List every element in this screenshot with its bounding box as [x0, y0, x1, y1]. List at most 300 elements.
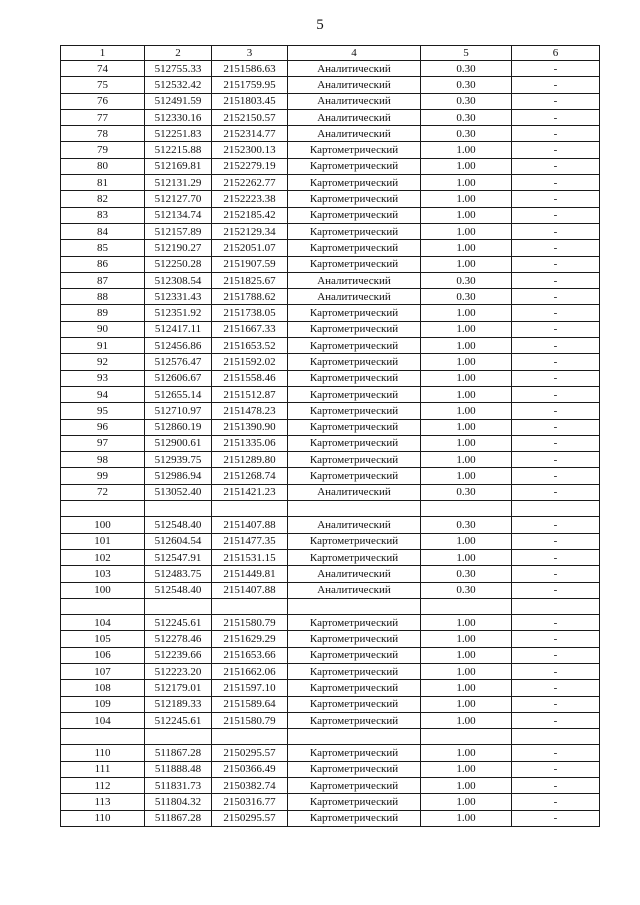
table-row: [61, 452, 600, 468]
accuracy-cell: 0.30: [421, 93, 512, 109]
table-row: [61, 175, 600, 191]
point-number-cell: 110: [61, 745, 145, 761]
x-coordinate-cell: 512134.74: [145, 207, 212, 223]
y-coordinate-cell: 2151667.33: [212, 321, 288, 337]
point-number-cell: 108: [61, 680, 145, 696]
accuracy-cell: 1.00: [421, 680, 512, 696]
accuracy-cell: 1.00: [421, 745, 512, 761]
point-number-cell: 113: [61, 794, 145, 810]
y-coordinate-cell: 2151629.29: [212, 631, 288, 647]
method-cell: [288, 598, 421, 614]
method-cell: Аналитический: [288, 93, 421, 109]
note-cell: -: [512, 566, 600, 582]
note-cell: -: [512, 158, 600, 174]
x-coordinate-cell: [145, 598, 212, 614]
point-number-cell: 98: [61, 452, 145, 468]
point-number-cell: 97: [61, 435, 145, 451]
table-header-row: [61, 46, 600, 61]
accuracy-cell: 1.00: [421, 631, 512, 647]
accuracy-cell: 1.00: [421, 712, 512, 728]
point-number-cell: 103: [61, 566, 145, 582]
point-number-cell: 106: [61, 647, 145, 663]
column-header: 1: [61, 46, 145, 61]
method-cell: Картометрический: [288, 533, 421, 549]
point-number-cell: 100: [61, 582, 145, 598]
note-cell: -: [512, 77, 600, 93]
note-cell: -: [512, 240, 600, 256]
accuracy-cell: 1.00: [421, 647, 512, 663]
table-row: [61, 419, 600, 435]
y-coordinate-cell: 2152150.57: [212, 109, 288, 125]
accuracy-cell: 1.00: [421, 305, 512, 321]
table-row: [61, 207, 600, 223]
x-coordinate-cell: 513052.40: [145, 484, 212, 500]
table-row: [61, 93, 600, 109]
note-cell: -: [512, 615, 600, 631]
note-cell: -: [512, 484, 600, 500]
point-number-cell: 86: [61, 256, 145, 272]
note-cell: -: [512, 712, 600, 728]
table-row: [61, 126, 600, 142]
point-number-cell: 109: [61, 696, 145, 712]
accuracy-cell: 1.00: [421, 321, 512, 337]
method-cell: Картометрический: [288, 338, 421, 354]
accuracy-cell: 0.30: [421, 109, 512, 125]
y-coordinate-cell: 2151478.23: [212, 403, 288, 419]
table-row: [61, 354, 600, 370]
y-coordinate-cell: 2152129.34: [212, 223, 288, 239]
y-coordinate-cell: 2151589.64: [212, 696, 288, 712]
y-coordinate-cell: 2150382.74: [212, 778, 288, 794]
method-cell: Аналитический: [288, 484, 421, 500]
y-coordinate-cell: 2151586.63: [212, 61, 288, 77]
method-cell: Картометрический: [288, 663, 421, 679]
note-cell: -: [512, 321, 600, 337]
accuracy-cell: 0.30: [421, 77, 512, 93]
method-cell: Аналитический: [288, 517, 421, 533]
note-cell: [512, 501, 600, 517]
accuracy-cell: 1.00: [421, 468, 512, 484]
note-cell: -: [512, 680, 600, 696]
point-number-cell: 87: [61, 272, 145, 288]
method-cell: Картометрический: [288, 810, 421, 826]
method-cell: Аналитический: [288, 566, 421, 582]
note-cell: -: [512, 370, 600, 386]
y-coordinate-cell: 2152279.19: [212, 158, 288, 174]
method-cell: Картометрический: [288, 256, 421, 272]
y-coordinate-cell: 2151558.46: [212, 370, 288, 386]
table-row: [61, 517, 600, 533]
y-coordinate-cell: 2151512.87: [212, 386, 288, 402]
accuracy-cell: 1.00: [421, 533, 512, 549]
x-coordinate-cell: 512278.46: [145, 631, 212, 647]
note-cell: -: [512, 403, 600, 419]
table-row: [61, 370, 600, 386]
x-coordinate-cell: 512456.86: [145, 338, 212, 354]
x-coordinate-cell: 511804.32: [145, 794, 212, 810]
point-number-cell: 88: [61, 289, 145, 305]
y-coordinate-cell: 2151449.81: [212, 566, 288, 582]
accuracy-cell: 1.00: [421, 435, 512, 451]
note-cell: -: [512, 338, 600, 354]
point-number-cell: 84: [61, 223, 145, 239]
note-cell: -: [512, 175, 600, 191]
method-cell: Картометрический: [288, 158, 421, 174]
x-coordinate-cell: [145, 501, 212, 517]
y-coordinate-cell: 2151597.10: [212, 680, 288, 696]
y-coordinate-cell: 2151390.90: [212, 419, 288, 435]
accuracy-cell: 1.00: [421, 354, 512, 370]
point-number-cell: 83: [61, 207, 145, 223]
accuracy-cell: 0.30: [421, 566, 512, 582]
y-coordinate-cell: 2151268.74: [212, 468, 288, 484]
x-coordinate-cell: 512939.75: [145, 452, 212, 468]
x-coordinate-cell: 512755.33: [145, 61, 212, 77]
table-row: [61, 240, 600, 256]
point-number-cell: 101: [61, 533, 145, 549]
y-coordinate-cell: 2150295.57: [212, 745, 288, 761]
y-coordinate-cell: 2151289.80: [212, 452, 288, 468]
point-number-cell: 90: [61, 321, 145, 337]
table-row: [61, 729, 600, 745]
point-number-cell: [61, 729, 145, 745]
point-number-cell: [61, 501, 145, 517]
method-cell: [288, 729, 421, 745]
accuracy-cell: 1.00: [421, 175, 512, 191]
method-cell: Картометрический: [288, 191, 421, 207]
method-cell: Картометрический: [288, 354, 421, 370]
table-row: [61, 810, 600, 826]
method-cell: Картометрический: [288, 370, 421, 386]
y-coordinate-cell: 2151653.52: [212, 338, 288, 354]
accuracy-cell: 1.00: [421, 663, 512, 679]
note-cell: -: [512, 794, 600, 810]
method-cell: Картометрический: [288, 745, 421, 761]
x-coordinate-cell: 512215.88: [145, 142, 212, 158]
accuracy-cell: 1.00: [421, 370, 512, 386]
note-cell: -: [512, 582, 600, 598]
accuracy-cell: 1.00: [421, 338, 512, 354]
method-cell: Картометрический: [288, 419, 421, 435]
note-cell: -: [512, 419, 600, 435]
method-cell: Аналитический: [288, 289, 421, 305]
table-row: [61, 647, 600, 663]
point-number-cell: 77: [61, 109, 145, 125]
accuracy-cell: [421, 598, 512, 614]
note-cell: -: [512, 256, 600, 272]
point-number-cell: 78: [61, 126, 145, 142]
x-coordinate-cell: 512250.28: [145, 256, 212, 272]
accuracy-cell: 1.00: [421, 549, 512, 565]
point-number-cell: 112: [61, 778, 145, 794]
point-number-cell: 100: [61, 517, 145, 533]
table-row: [61, 256, 600, 272]
table-row: [61, 566, 600, 582]
x-coordinate-cell: 512127.70: [145, 191, 212, 207]
note-cell: -: [512, 61, 600, 77]
note-cell: -: [512, 435, 600, 451]
method-cell: Картометрический: [288, 142, 421, 158]
point-number-cell: 91: [61, 338, 145, 354]
table-row: [61, 435, 600, 451]
table-row: [61, 191, 600, 207]
note-cell: -: [512, 810, 600, 826]
y-coordinate-cell: 2151803.45: [212, 93, 288, 109]
table-row: [61, 745, 600, 761]
y-coordinate-cell: [212, 729, 288, 745]
note-cell: -: [512, 354, 600, 370]
accuracy-cell: [421, 501, 512, 517]
method-cell: Аналитический: [288, 126, 421, 142]
x-coordinate-cell: 512655.14: [145, 386, 212, 402]
method-cell: Картометрический: [288, 680, 421, 696]
accuracy-cell: 1.00: [421, 761, 512, 777]
note-cell: [512, 729, 600, 745]
x-coordinate-cell: 512483.75: [145, 566, 212, 582]
y-coordinate-cell: 2151653.66: [212, 647, 288, 663]
y-coordinate-cell: 2152185.42: [212, 207, 288, 223]
x-coordinate-cell: 512606.67: [145, 370, 212, 386]
note-cell: -: [512, 191, 600, 207]
point-number-cell: 76: [61, 93, 145, 109]
table-row: [61, 582, 600, 598]
method-cell: Картометрический: [288, 223, 421, 239]
coordinates-table-body: [61, 46, 600, 827]
point-number-cell: 104: [61, 712, 145, 728]
note-cell: -: [512, 468, 600, 484]
y-coordinate-cell: 2151407.88: [212, 582, 288, 598]
point-number-cell: 96: [61, 419, 145, 435]
accuracy-cell: 1.00: [421, 256, 512, 272]
table-row: [61, 403, 600, 419]
point-number-cell: [61, 598, 145, 614]
point-number-cell: 85: [61, 240, 145, 256]
column-header: 5: [421, 46, 512, 61]
method-cell: Аналитический: [288, 77, 421, 93]
accuracy-cell: 1.00: [421, 696, 512, 712]
table-row: [61, 289, 600, 305]
x-coordinate-cell: 512900.61: [145, 435, 212, 451]
method-cell: Картометрический: [288, 435, 421, 451]
point-number-cell: 92: [61, 354, 145, 370]
y-coordinate-cell: 2151738.05: [212, 305, 288, 321]
point-number-cell: 79: [61, 142, 145, 158]
y-coordinate-cell: 2151407.88: [212, 517, 288, 533]
note-cell: -: [512, 207, 600, 223]
accuracy-cell: [421, 729, 512, 745]
table-row: [61, 761, 600, 777]
x-coordinate-cell: 512190.27: [145, 240, 212, 256]
accuracy-cell: 1.00: [421, 240, 512, 256]
method-cell: Картометрический: [288, 386, 421, 402]
y-coordinate-cell: 2151421.23: [212, 484, 288, 500]
x-coordinate-cell: 512223.20: [145, 663, 212, 679]
y-coordinate-cell: [212, 598, 288, 614]
point-number-cell: 81: [61, 175, 145, 191]
accuracy-cell: 1.00: [421, 386, 512, 402]
point-number-cell: 93: [61, 370, 145, 386]
table-row: [61, 663, 600, 679]
x-coordinate-cell: 512179.01: [145, 680, 212, 696]
table-row: [61, 386, 600, 402]
point-number-cell: 107: [61, 663, 145, 679]
table-row: [61, 598, 600, 614]
y-coordinate-cell: 2151907.59: [212, 256, 288, 272]
note-cell: -: [512, 549, 600, 565]
point-number-cell: 94: [61, 386, 145, 402]
point-number-cell: 95: [61, 403, 145, 419]
table-row: [61, 501, 600, 517]
method-cell: Картометрический: [288, 207, 421, 223]
x-coordinate-cell: 512189.33: [145, 696, 212, 712]
note-cell: -: [512, 533, 600, 549]
note-cell: -: [512, 386, 600, 402]
table-row: [61, 680, 600, 696]
note-cell: [512, 598, 600, 614]
accuracy-cell: 1.00: [421, 419, 512, 435]
note-cell: -: [512, 126, 600, 142]
method-cell: Картометрический: [288, 778, 421, 794]
point-number-cell: 74: [61, 61, 145, 77]
x-coordinate-cell: [145, 729, 212, 745]
table-row: [61, 321, 600, 337]
method-cell: Картометрический: [288, 305, 421, 321]
method-cell: Аналитический: [288, 272, 421, 288]
table-row: [61, 778, 600, 794]
method-cell: Картометрический: [288, 631, 421, 647]
method-cell: Картометрический: [288, 549, 421, 565]
accuracy-cell: 0.30: [421, 484, 512, 500]
y-coordinate-cell: 2152223.38: [212, 191, 288, 207]
x-coordinate-cell: 511867.28: [145, 810, 212, 826]
table-row: [61, 615, 600, 631]
table-row: [61, 223, 600, 239]
point-number-cell: 99: [61, 468, 145, 484]
column-header: 2: [145, 46, 212, 61]
y-coordinate-cell: 2150295.57: [212, 810, 288, 826]
x-coordinate-cell: 512986.94: [145, 468, 212, 484]
coordinates-table: [60, 45, 600, 827]
y-coordinate-cell: 2151662.06: [212, 663, 288, 679]
accuracy-cell: 1.00: [421, 403, 512, 419]
point-number-cell: 102: [61, 549, 145, 565]
x-coordinate-cell: 512308.54: [145, 272, 212, 288]
accuracy-cell: 0.30: [421, 582, 512, 598]
x-coordinate-cell: 512604.54: [145, 533, 212, 549]
accuracy-cell: 0.30: [421, 126, 512, 142]
method-cell: Картометрический: [288, 452, 421, 468]
x-coordinate-cell: 512169.81: [145, 158, 212, 174]
x-coordinate-cell: 512251.83: [145, 126, 212, 142]
table-row: [61, 631, 600, 647]
accuracy-cell: 0.30: [421, 61, 512, 77]
note-cell: -: [512, 517, 600, 533]
point-number-cell: 110: [61, 810, 145, 826]
table-row: [61, 142, 600, 158]
x-coordinate-cell: 512131.29: [145, 175, 212, 191]
x-coordinate-cell: 511867.28: [145, 745, 212, 761]
table-row: [61, 712, 600, 728]
table-row: [61, 468, 600, 484]
accuracy-cell: 1.00: [421, 778, 512, 794]
point-number-cell: 104: [61, 615, 145, 631]
accuracy-cell: 1.00: [421, 142, 512, 158]
x-coordinate-cell: 512710.97: [145, 403, 212, 419]
y-coordinate-cell: 2151335.06: [212, 435, 288, 451]
method-cell: Картометрический: [288, 647, 421, 663]
method-cell: Картометрический: [288, 468, 421, 484]
x-coordinate-cell: 512351.92: [145, 305, 212, 321]
table-row: [61, 158, 600, 174]
accuracy-cell: 1.00: [421, 615, 512, 631]
x-coordinate-cell: 512157.89: [145, 223, 212, 239]
method-cell: Картометрический: [288, 175, 421, 191]
accuracy-cell: 0.30: [421, 289, 512, 305]
method-cell: Картометрический: [288, 712, 421, 728]
accuracy-cell: 0.30: [421, 517, 512, 533]
accuracy-cell: 1.00: [421, 223, 512, 239]
x-coordinate-cell: 512330.16: [145, 109, 212, 125]
x-coordinate-cell: 512548.40: [145, 582, 212, 598]
table-row: [61, 305, 600, 321]
accuracy-cell: 1.00: [421, 452, 512, 468]
table-row: [61, 549, 600, 565]
x-coordinate-cell: 512245.61: [145, 712, 212, 728]
x-coordinate-cell: 512331.43: [145, 289, 212, 305]
y-coordinate-cell: 2152262.77: [212, 175, 288, 191]
x-coordinate-cell: 512860.19: [145, 419, 212, 435]
x-coordinate-cell: 512547.91: [145, 549, 212, 565]
x-coordinate-cell: 512491.59: [145, 93, 212, 109]
accuracy-cell: 0.30: [421, 272, 512, 288]
x-coordinate-cell: 511831.73: [145, 778, 212, 794]
note-cell: -: [512, 93, 600, 109]
y-coordinate-cell: 2151477.35: [212, 533, 288, 549]
column-header: 6: [512, 46, 600, 61]
y-coordinate-cell: 2152300.13: [212, 142, 288, 158]
method-cell: Аналитический: [288, 109, 421, 125]
method-cell: Аналитический: [288, 61, 421, 77]
y-coordinate-cell: 2150316.77: [212, 794, 288, 810]
method-cell: Картометрический: [288, 794, 421, 810]
point-number-cell: 82: [61, 191, 145, 207]
note-cell: -: [512, 289, 600, 305]
accuracy-cell: 1.00: [421, 207, 512, 223]
method-cell: Картометрический: [288, 615, 421, 631]
method-cell: Картометрический: [288, 403, 421, 419]
method-cell: Картометрический: [288, 321, 421, 337]
method-cell: Картометрический: [288, 696, 421, 712]
y-coordinate-cell: [212, 501, 288, 517]
table-row: [61, 109, 600, 125]
table-row: [61, 794, 600, 810]
accuracy-cell: 1.00: [421, 810, 512, 826]
note-cell: -: [512, 778, 600, 794]
y-coordinate-cell: 2151825.67: [212, 272, 288, 288]
accuracy-cell: 1.00: [421, 794, 512, 810]
point-number-cell: 80: [61, 158, 145, 174]
method-cell: Картометрический: [288, 240, 421, 256]
table-row: [61, 696, 600, 712]
column-header: 3: [212, 46, 288, 61]
table-row: [61, 533, 600, 549]
accuracy-cell: 1.00: [421, 191, 512, 207]
note-cell: -: [512, 272, 600, 288]
x-coordinate-cell: 512576.47: [145, 354, 212, 370]
table-row: [61, 77, 600, 93]
table-row: [61, 272, 600, 288]
y-coordinate-cell: 2151592.02: [212, 354, 288, 370]
